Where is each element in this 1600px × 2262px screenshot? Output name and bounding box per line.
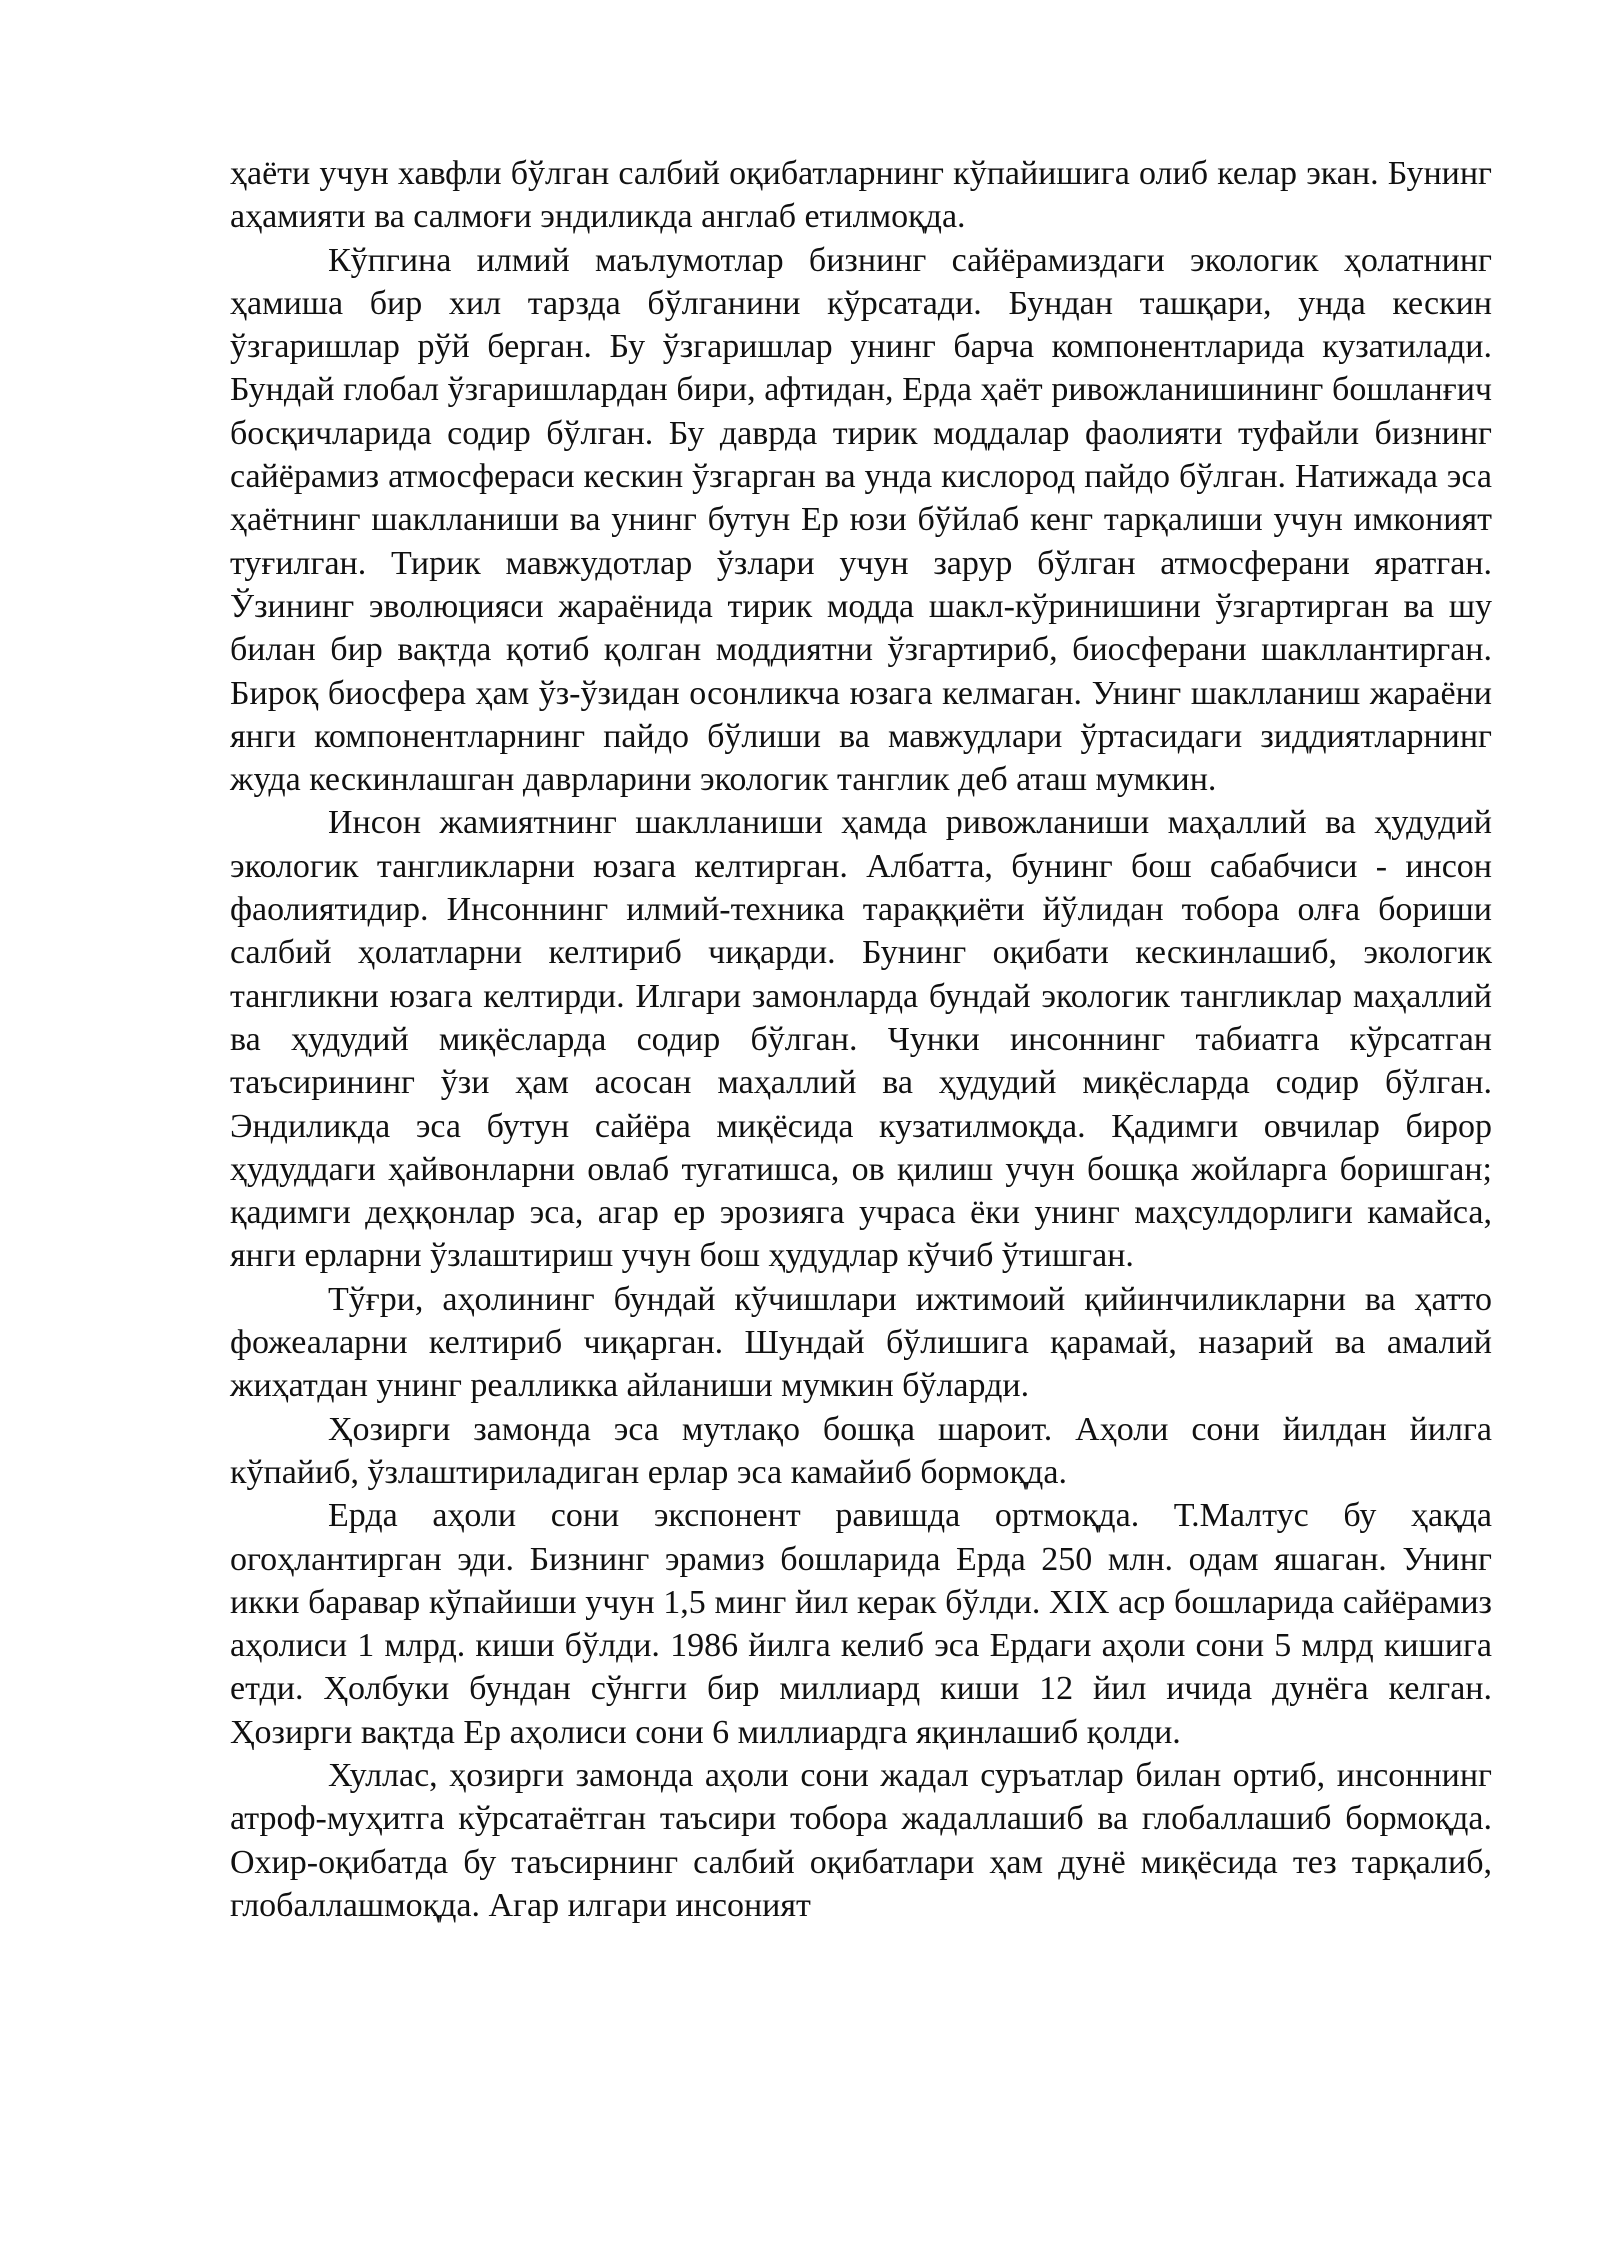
paragraph-3: Инсон жамиятнинг шаклланиши ҳамда ривожланиши маҳаллий ва ҳудудий экологик тангликларни юзага келтирган. Албатта, бунинг бош сабабчиси - инсон фаолиятидир. Инсоннинг илмий-техника тараққиёти йўлидан тобора олға бориши салбий ҳолатларни келтириб чиқарди. Бунинг оқибати кескинлашиб, экологик тангликни юзага келтирди. Илгари замонларда бундай экологик тангликлар маҳаллий ва ҳудудий миқёсларда содир бўлган. Чунки инсоннинг табиатга кўрсатган таъсирининг ўзи ҳам асосан маҳаллий ва ҳудудий миқёсларда содир бўлган. Эндиликда эса бутун сайёра миқёсида кузатилмоқда. Қадимги овчилар бирор ҳудуддаги ҳайвонларни овлаб тугатишса, ов қилиш учун бошқа жойларга боришган; қадимги деҳқонлар эса, агар ер эрозияга учраса ёки унинг маҳсулдорлиги камайса, янги ерларни ўзлаштириш учун бош ҳудудлар кўчиб ўтишган. (230, 804, 1492, 1275)
paragraph-4: Тўғри, аҳолининг бундай кўчишлари ижтимоий қийинчиликларни ва ҳатто фожеаларни келтириб чиқарган. Шундай бўлишига қарамай, назарий ва амалий жиҳатдан унинг реалликка айланиши мумкин бўларди. (230, 1280, 1492, 1405)
paragraph-1: ҳаёти учун хавфли бўлган салбий оқибатларнинг кўпайишига олиб келар экан. Бунинг аҳамияти ва салмоғи эндиликда англаб етилмоқда. (230, 155, 1492, 236)
paragraph-5: Ҳозирги замонда эса мутлақо бошқа шароит. Аҳоли сони йилдан йилга кўпайиб, ўзлаштириладиган ерлар эса камайиб бормоқда. (230, 1410, 1492, 1491)
document-page (230, 152, 1492, 1927)
paragraph-2: Кўпгина илмий маълумотлар бизнинг сайёрамиздаги экологик ҳолатнинг ҳамиша бир хил тарзда бўлганини кўрсатади. Бундан ташқари, унда кескин ўзгаришлар рўй берган. Бу ўзгаришлар унинг барча компонентларида кузатилади. Бундай глобал ўзгаришлардан бири, афтидан, Ерда ҳаёт ривожланишининг бошланғич босқичларида содир бўлган. Бу даврда тирик моддалар фаолияти туфайли бизнинг сайёрамиз атмосфераси кескин ўзгарган ва унда кислород пайдо бўлган. Натижада эса ҳаётнинг шаклланиши ва унинг бутун Ер юзи бўйлаб кенг тарқалиши учун имконият туғилган. Тирик мавжудотлар ўзлари учун зарур бўлган атмосферани яратган. Ўзининг эволюцияси жараёнида тирик модда шакл-кўринишини ўзгартирган ва шу билан бир вақтда қотиб қолган моддиятни ўзгартириб, биосферани шакллантирган. Бироқ биосфера ҳам ўз-ўзидан осонликча юзага келмаган. Унинг шаклланиш жараёни янги компонентларнинг пайдо бўлиши ва мавжудлари ўртасидаги зиддиятларнинг жуда кескинлашган даврларини экологик танглик деб аташ мумкин. (230, 241, 1492, 799)
paragraph-7: Хуллас, ҳозирги замонда аҳоли сони жадал суръатлар билан ортиб, инсоннинг атроф-муҳитга кўрсатаётган таъсири тобора жадаллашиб ва глобаллашиб бормоқда. Охир-оқибатда бу таъсирнинг салбий оқибатлари ҳам дунё миқёсида тез тарқалиб, глобаллашмоқда. Агар илгари инсоният (230, 1756, 1492, 1924)
paragraph-6: Ерда аҳоли сони экспонент равишда ортмоқда. Т.Малтус бу ҳақда огоҳлантирган эди. Бизнинг эрамиз бошларида Ерда 250 млн. одам яшаган. Унинг икки баравар кўпайиши учун 1,5 минг йил керак бўлди. XIX аср бошларида сайёрамиз аҳолиси 1 млрд. киши бўлди. 1986 йилга келиб эса Ердаги аҳоли сони 5 млрд кишига етди. Ҳолбуки бундан сўнгги бир миллиард киши 12 йил ичида дунёга келган. Ҳозирги вақтда Ер аҳолиси сони 6 миллиардга яқинлашиб қолди. (230, 1497, 1492, 1751)
